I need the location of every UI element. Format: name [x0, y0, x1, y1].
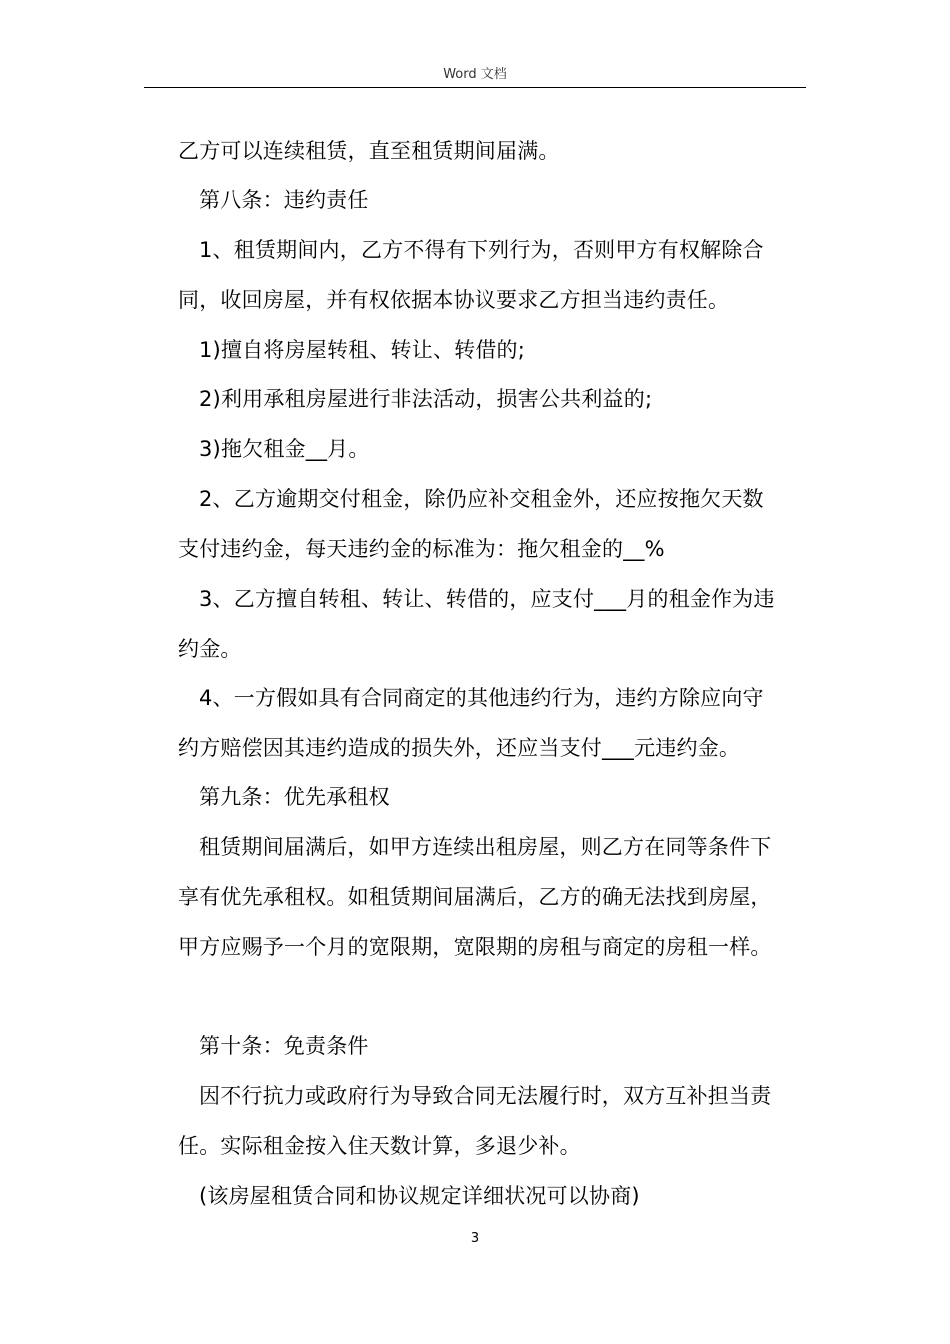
body-line: 甲方应赐予一个月的宽限期，宽限期的房租与商定的房租一样。 [178, 935, 772, 959]
body-line: 因不行抗力或政府行为导致合同无法履行时，双方互补担当责 [199, 1084, 772, 1108]
body-line: 约方赔偿因其违约造成的损失外，还应当支付___元违约金。 [178, 736, 741, 760]
list-item: 1)擅自将房屋转租、转让、转借的; [199, 338, 526, 362]
body-line: 1、租赁期间内，乙方不得有下列行为，否则甲方有权解除合 [199, 238, 764, 262]
list-item: 3)拖欠租金__月。 [199, 437, 370, 461]
section-heading: 第十条：免责条件 [199, 1034, 369, 1058]
body-line: 同，收回房屋，并有权依据本协议要求乙方担当违约责任。 [178, 288, 730, 312]
section-heading: 第八条：违约责任 [199, 188, 369, 212]
body-line: 享有优先承租权。如租赁期间届满后，乙方的确无法找到房屋， [178, 885, 772, 909]
page-header-title: Word 文档 [443, 67, 507, 82]
page-number: 3 [470, 1231, 480, 1246]
list-item: 2)利用承租房屋进行非法活动，损害公共利益的; [199, 387, 653, 411]
body-line: 乙方可以连续租赁，直至租赁期间届满。 [178, 139, 560, 163]
body-line: 3、乙方擅自转租、转让、转借的，应支付___月的租金作为违 [199, 587, 775, 611]
body-line: 约金。 [178, 637, 242, 661]
header-divider [144, 87, 806, 88]
body-line: 4、一方假如具有合同商定的其他违约行为，违约方除应向守 [199, 686, 764, 710]
section-heading: 第九条：优先承租权 [199, 785, 390, 809]
body-line: 租赁期间届满后，如甲方连续出租房屋，则乙方在同等条件下 [199, 835, 772, 859]
body-line: 2、乙方逾期交付租金，除仍应补交租金外，还应按拖欠天数 [199, 487, 764, 511]
body-line: (该房屋租赁合同和协议规定详细状况可以协商) [199, 1184, 640, 1208]
body-line: 任。实际租金按入住天数计算，多退少补。 [178, 1134, 581, 1158]
body-line: 支付违约金，每天违约金的标准为：拖欠租金的__% [178, 537, 665, 561]
